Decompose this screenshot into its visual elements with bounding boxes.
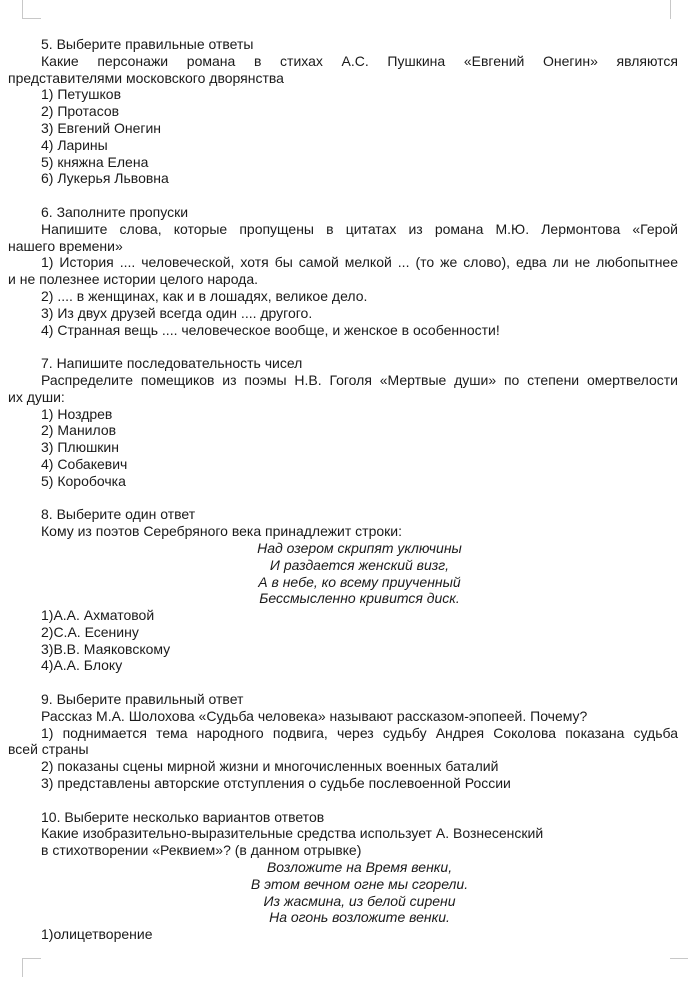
answer-option: 1) поднимается тема народного подвига, через судьбу Андрея Соколова показана судьба xyxy=(41,724,678,741)
answer-option: 5) княжна Елена xyxy=(41,153,149,170)
question-heading: 6. Заполните пропуски xyxy=(41,203,189,220)
poem-line: Над озером скрипят уключины xyxy=(257,539,462,556)
page-corner-bottom-right xyxy=(670,958,688,977)
poem-line: А в небе, ко всему приученный xyxy=(258,573,461,590)
question-10 xyxy=(8,809,678,943)
question-7 xyxy=(8,355,678,489)
spacer xyxy=(8,674,678,691)
question-prompt: Напишите слова, которые пропущены в цитатах из романа М.Ю. Лермонтова «Герой xyxy=(41,220,678,237)
question-prompt: Кому из поэтов Серебряного века принадлежит строки: xyxy=(41,523,402,540)
question-prompt-cont: в стихотворении «Реквием»? (в данном отрывке) xyxy=(41,842,362,859)
answer-option: 5) Коробочка xyxy=(41,472,126,489)
spacer xyxy=(8,792,678,809)
poem-line: Возложите на Время венки, xyxy=(266,859,453,876)
answer-option: 1) Ноздрев xyxy=(41,405,113,422)
answer-option: 1)олицетворение xyxy=(41,926,153,943)
spacer xyxy=(8,338,678,355)
page-corner-top-left xyxy=(22,0,41,19)
answer-option: 4) Ларины xyxy=(41,136,108,153)
question-8 xyxy=(8,506,678,674)
page-corner-bottom-left xyxy=(22,958,41,977)
spacer xyxy=(8,490,678,507)
question-prompt: Какие изобразительно-выразительные средства использует А. Вознесенский xyxy=(41,825,544,842)
quote-item: 2) .... в женщинах, как и в лошадях, великое дело. xyxy=(41,287,368,304)
poem-line: И раздается женский визг, xyxy=(269,556,450,573)
quote-item: 4) Странная вещь .... человеческое вообще, и женское в особенности! xyxy=(41,321,500,338)
question-6 xyxy=(8,204,678,338)
question-heading: 9. Выберите правильный ответ xyxy=(41,691,244,708)
answer-option: 2) Протасов xyxy=(41,103,120,120)
answer-option: 6) Лукерья Львовна xyxy=(41,170,169,187)
answer-option-cont: всей страны xyxy=(8,741,89,758)
answer-option: 4) Собакевич xyxy=(41,455,128,472)
poem-line: Бессмысленно кривится диск. xyxy=(259,590,460,607)
poem-line: Из жасмина, из белой сирени xyxy=(263,892,456,909)
answer-option: 2) показаны сцены мирной жизни и многочисленных военных баталий xyxy=(41,758,499,775)
question-prompt-cont: их души: xyxy=(8,388,65,405)
question-prompt: Рассказ М.А. Шолохова «Судьба человека» называют рассказом-эпопеей. Почему? xyxy=(41,707,588,724)
question-prompt: Распределите помещиков из поэмы Н.В. Гоголя «Мертвые души» по степени омертвелости xyxy=(41,371,678,388)
question-9 xyxy=(8,691,678,792)
poem-line: На огонь возложите венки. xyxy=(269,909,450,926)
answer-option: 1)А.А. Ахматовой xyxy=(41,607,155,624)
quote-item-cont: и не полезнее истории целого народа. xyxy=(8,271,259,288)
answer-option: 2)С.А. Есенину xyxy=(41,623,139,640)
quote-item: 1) История .... человеческой, хотя бы самой мелкой ... (то же слово), едва ли не любопытнее xyxy=(41,254,678,271)
poem-line: В этом вечном огне мы сгорели. xyxy=(250,875,469,892)
answer-option: 4)А.А. Блоку xyxy=(41,657,123,674)
quote-item: 3) Из двух друзей всегда один .... другого. xyxy=(41,304,313,321)
question-heading: 5. Выберите правильные ответы xyxy=(41,36,254,52)
question-prompt: Какие персонажи романа в стихах А.С. Пушкина «Евгений Онегин» являются xyxy=(41,52,678,69)
answer-option: 2) Манилов xyxy=(41,422,117,439)
answer-option: 3) Евгений Онегин xyxy=(41,119,162,136)
answer-option: 3) представлены авторские отступления о судьбе послевоенной России xyxy=(41,775,511,792)
document-page xyxy=(8,36,678,943)
answer-option: 1) Петушков xyxy=(41,86,122,103)
answer-option: 3) Плюшкин xyxy=(41,439,119,456)
question-5 xyxy=(8,36,678,187)
question-heading: 8. Выберите один ответ xyxy=(41,506,196,523)
spacer xyxy=(8,187,678,204)
question-heading: 10. Выберите несколько вариантов ответов xyxy=(41,808,325,825)
answer-option: 3)В.В. Маяковскому xyxy=(41,640,171,657)
question-prompt-cont: представителями московского дворянства xyxy=(8,69,284,86)
question-prompt-cont: нашего времени» xyxy=(8,237,123,254)
question-heading: 7. Напишите последовательность чисел xyxy=(41,355,303,372)
page-corner-top-right xyxy=(670,0,671,19)
